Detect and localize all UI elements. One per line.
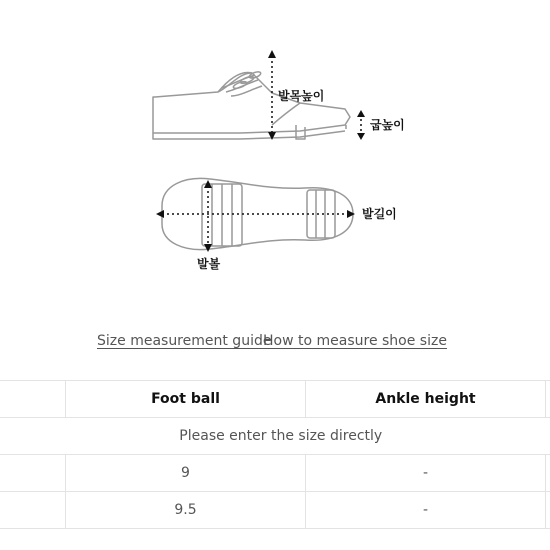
header-cell-extra [546,381,550,418]
size-table [0,380,550,529]
size-table-header-row [0,381,550,418]
row-cell-ankle-height: - [306,455,546,492]
header-cell-ankle-height: Ankle height [306,381,546,418]
row-cell-foot-ball: 9 [66,455,306,492]
foot-ball-arrow [204,180,212,252]
how-to-measure-shoe-size-link[interactable]: How to measure shoe size [263,333,447,349]
ankle-height-label: 발목높이 [278,89,325,103]
table-row [0,455,550,492]
foot-length-label: 발길이 [362,207,397,221]
row-cell-foot-ball: 9.5 [66,492,306,529]
row-cell-extra [546,492,550,529]
size-note-row [0,418,550,455]
heel-height-label: 굽높이 [370,118,405,132]
row-cell-extra [546,455,550,492]
row-cell-ankle-height: - [306,492,546,529]
guide-links [0,333,550,355]
header-cell-size [0,381,66,418]
heel-height-arrow [357,110,365,140]
table-row [0,492,550,529]
foot-ball-label: 발볼 [197,257,221,271]
ankle-height-arrow [268,50,276,140]
shoe-side-view [153,71,350,139]
size-measurement-guide-link[interactable]: Size measurement guide [97,333,272,349]
header-cell-foot-ball: Foot ball [66,381,306,418]
size-note: Please enter the size directly [0,418,550,455]
row-cell-size [0,492,66,529]
row-cell-size [0,455,66,492]
